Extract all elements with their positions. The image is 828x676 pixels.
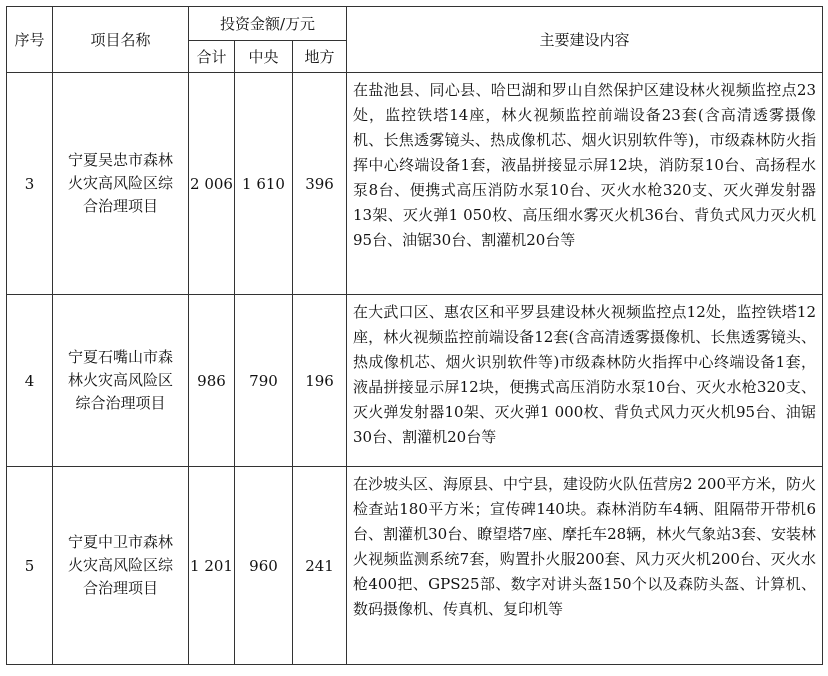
row-total: 986 bbox=[189, 295, 235, 467]
header-investment: 投资金额/万元 bbox=[189, 7, 347, 41]
row-local: 241 bbox=[293, 467, 347, 665]
table-row bbox=[7, 295, 823, 467]
header-local: 地方 bbox=[293, 41, 347, 73]
header-seq: 序号 bbox=[7, 7, 53, 73]
row-content: 在盐池县、同心县、哈巴湖和罗山自然保护区建设林火视频监控点23处，监控铁塔14座，林火视频监控前端设备23套(含高清透雾摄像机、长焦透雾镜头、热成像机芯、烟火识别软件等)，市级森林防火指挥中心终端设备1套，液晶拼接显示屏12块，消防泵10台、高扬程水泵8台、便携式高压消防水泵10台、灭火水枪320支、灭火弹发射器13架、灭火弹1 050枚、高压细水雾灭火机36台、背负式风力灭火机95台、油锯30台、割灌机20台等 bbox=[347, 73, 823, 295]
row-seq: 5 bbox=[7, 467, 53, 665]
header-content: 主要建设内容 bbox=[347, 7, 823, 73]
row-project-name: 宁夏石嘴山市森林火灾高风险区综合治理项目 bbox=[53, 295, 189, 467]
header-total: 合计 bbox=[189, 41, 235, 73]
investment-table bbox=[6, 6, 823, 665]
table-row bbox=[7, 467, 823, 665]
row-seq: 4 bbox=[7, 295, 53, 467]
row-project-name: 宁夏中卫市森林火灾高风险区综合治理项目 bbox=[53, 467, 189, 665]
row-central: 960 bbox=[235, 467, 293, 665]
row-project-name: 宁夏吴忠市森林火灾高风险区综合治理项目 bbox=[53, 73, 189, 295]
row-seq: 3 bbox=[7, 73, 53, 295]
row-total: 1 201 bbox=[189, 467, 235, 665]
header-name: 项目名称 bbox=[53, 7, 189, 73]
row-content: 在大武口区、惠农区和平罗县建设林火视频监控点12处，监控铁塔12座，林火视频监控前端设备12套(含高清透雾摄像机、长焦透雾镜头、热成像机芯、烟火识别软件等)市级森林防火指挥中心终端设备1套，液晶拼接显示屏12块，便携式高压消防水泵10台、灭火水枪320支、灭火弹发射器10架、灭火弹1 000枚、背负式风力灭火机95台、油锯30台、割灌机20台等 bbox=[347, 295, 823, 467]
row-content: 在沙坡头区、海原县、中宁县，建设防火队伍营房2 200平方米，防火检查站180平方米；宣传碑140块。森林消防车4辆、阻隔带开带机6台、割灌机30台、瞭望塔7座、摩托车28辆，林火气象站3套、安装林火视频监测系统7套，购置扑火服200套、风力灭火机200台、灭火水枪400把、GPS25部、数字对讲头盔150个以及森防头盔、计算机、数码摄像机、传真机、复印机等 bbox=[347, 467, 823, 665]
row-total: 2 006 bbox=[189, 73, 235, 295]
row-local: 396 bbox=[293, 73, 347, 295]
table-row bbox=[7, 73, 823, 295]
header-central: 中央 bbox=[235, 41, 293, 73]
row-local: 196 bbox=[293, 295, 347, 467]
row-central: 790 bbox=[235, 295, 293, 467]
row-central: 1 610 bbox=[235, 73, 293, 295]
